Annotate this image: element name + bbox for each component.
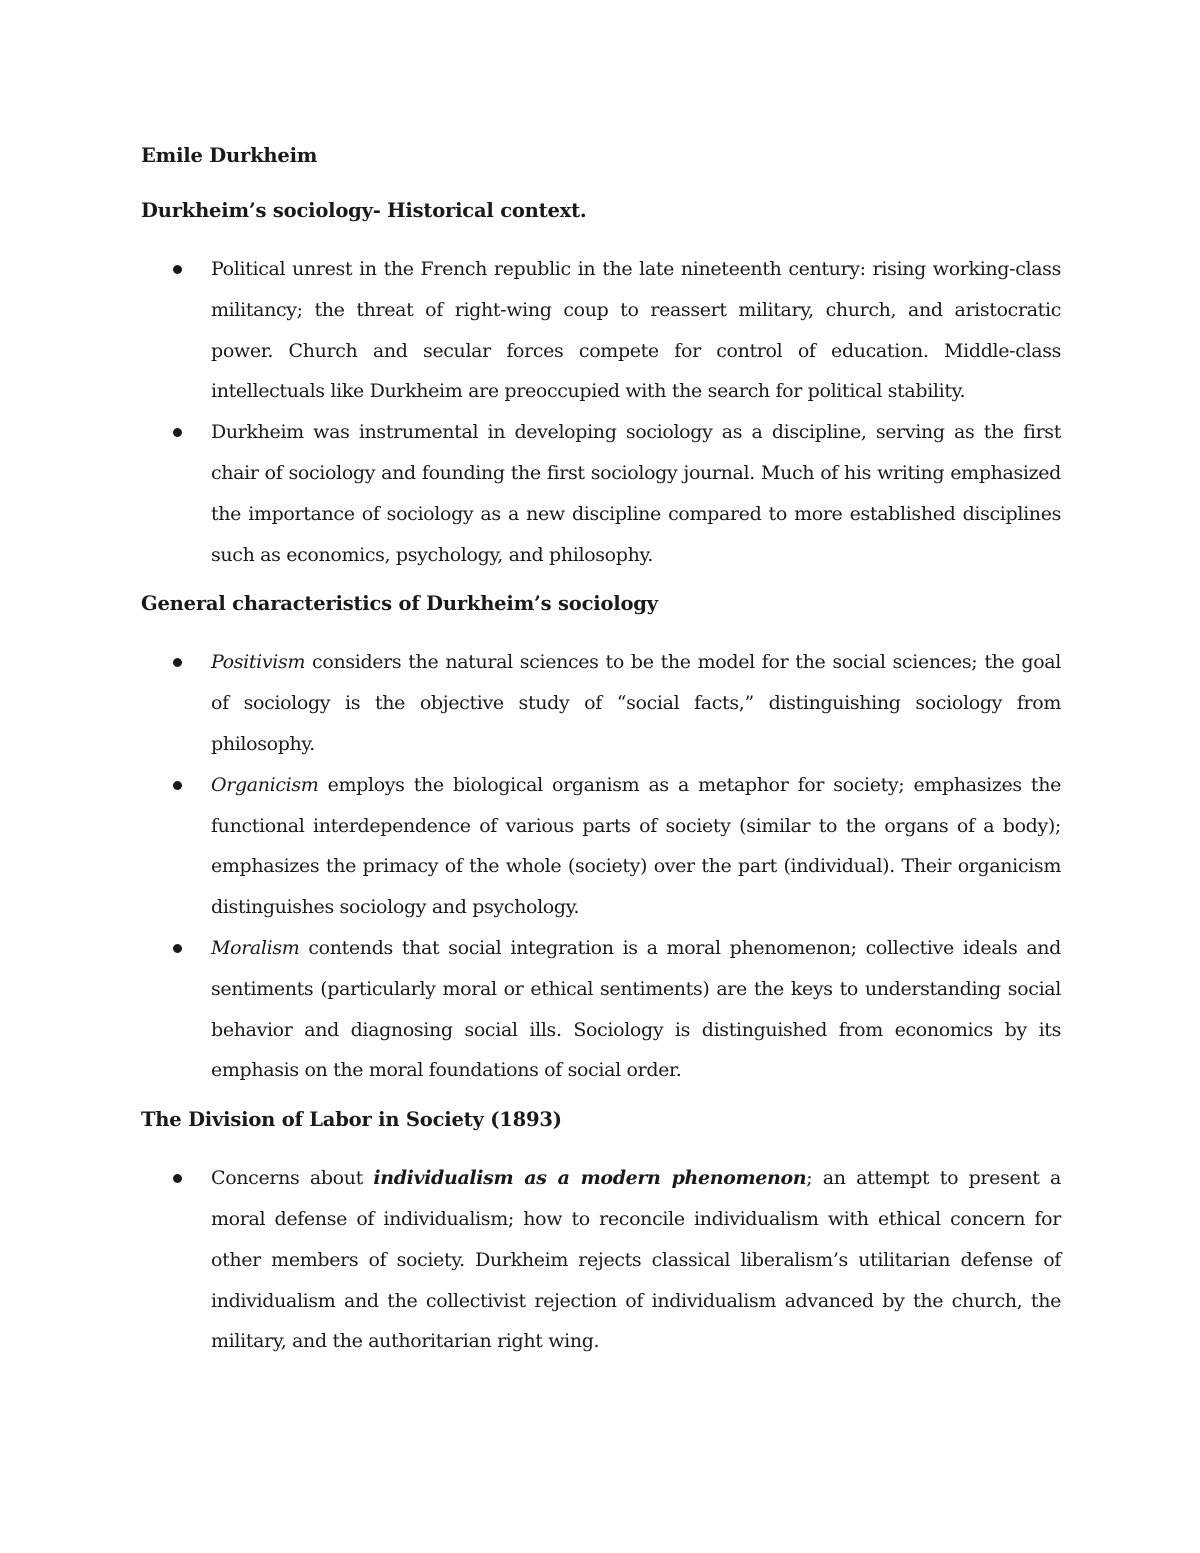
bullet-icon [173,944,182,953]
list-item-text: Political unrest in the French republic in the late nineteenth century: rising working-class militancy; the threat of right-wing coup to reassert military, church, and aristocratic power. Church and secular forces compete for control of education. Middle-class intellectuals like Durkheim are preoccupied with the search for political stability. [211,258,1061,403]
term-positivism: Positivism [211,651,306,674]
list-item-text: contends that social integration is a moral phenomenon; collective ideals and sentiments (particularly moral or ethical sentiments) are the keys to understanding social behavior and diagnosing social ills. Sociology is distinguished from economics by its emphasis on the moral foundations of social order. [211,936,1061,1082]
term-moralism: Moralism [211,936,300,959]
list-item-text: employs the biological organism as a metaphor for society; emphasizes the functional interdependence of various parts of society (similar to the organs of a body); emphasizes the primacy of the whole (society) over the part (individual). Their organicism distinguishes sociology and psychology. [211,773,1061,919]
list-item [141,642,1061,764]
list-item [141,1158,1061,1362]
document-title: Emile Durkheim [141,144,318,167]
list-item [141,249,1061,412]
list-item-text: ; an attempt to present a moral defense of individualism; how to reconcile individualism with ethical concern for other members of society. Durkheim rejects classical liberalism’s utilitarian defense of individualism and the collectivist rejection of individualism advanced by the church, the military, and the authoritarian right wing. [211,1167,1061,1353]
bullet-icon [173,1174,182,1183]
bullet-icon [173,428,182,437]
section-heading-division-of-labor: The Division of Labor in Society (1893) [141,1108,562,1132]
term-organicism: Organicism [211,773,319,796]
section-heading-general-characteristics: General characteristics of Durkheim’s sociology [141,592,658,616]
bullet-icon [173,265,182,274]
list-item-text: considers the natural sciences to be the model for the social sciences; the goal of sociology is the objective study of “social facts,” distinguishing sociology from philosophy. [211,651,1061,755]
document-body [141,139,1061,1374]
bullet-icon [173,781,182,790]
bullet-icon [173,658,182,667]
list-item-text: Durkheim was instrumental in developing sociology as a discipline, serving as the first chair of sociology and founding the first sociology journal. Much of his writing emphasized the importance of sociology as a new discipline compared to more established disciplines such as economics, psychology, and philosophy. [211,421,1061,566]
list-item [141,412,1061,575]
bullet-list-general-characteristics [141,642,1061,1091]
bullet-list-division-of-labor [141,1158,1061,1362]
list-item [141,765,1061,928]
list-item-prefix: Concerns about [211,1167,374,1190]
bullet-list-historical-context [141,249,1061,575]
list-item [141,928,1061,1091]
term-individualism: individualism as a modern phenomenon [373,1167,807,1190]
section-heading-historical-context: Durkheim’s sociology- Historical context. [141,199,587,222]
